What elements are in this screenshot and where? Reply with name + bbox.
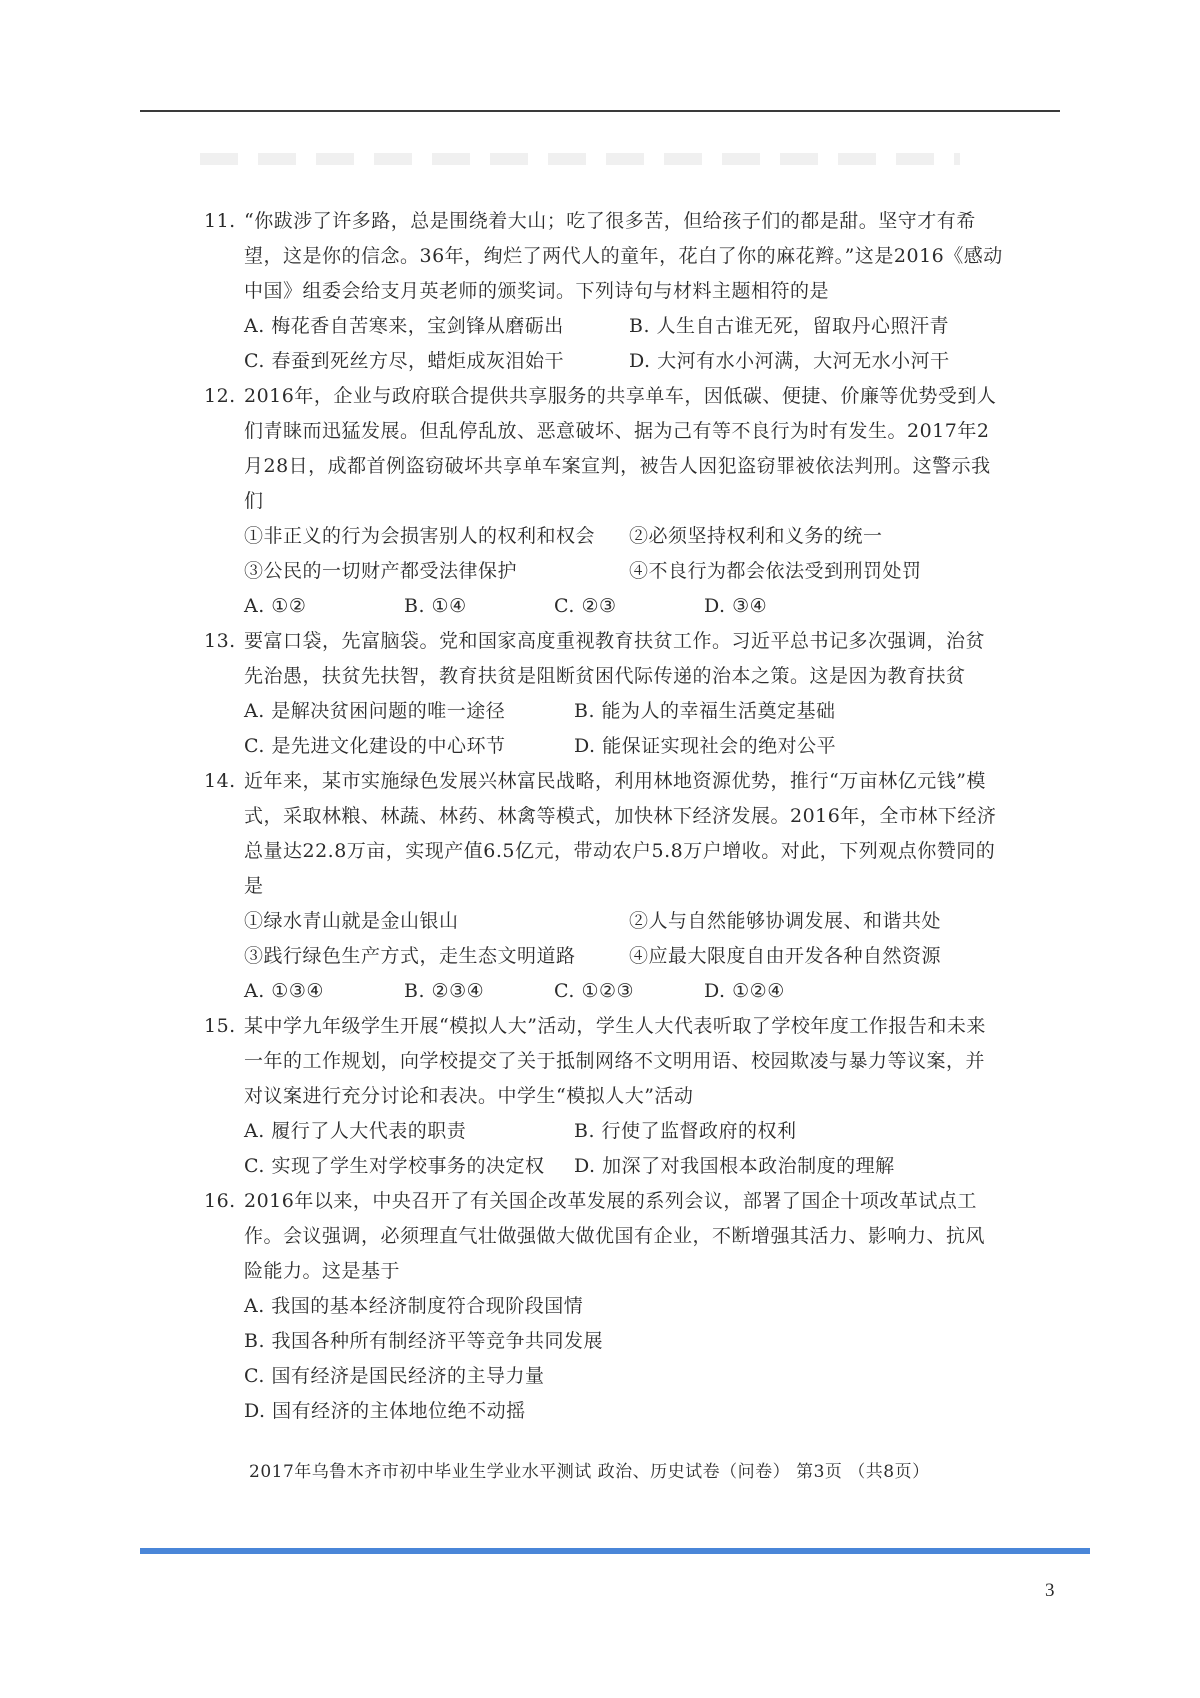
options-row: [244, 974, 1004, 1009]
question-stem: 2016年以来，中央召开了有关国企改革发展的系列会议，部署了国企十项改革试点工作。会议强调，必须理直气壮做强做大做优国有企业，不断增强其活力、影响力、抗风险能力。这是基于: [244, 1190, 986, 1282]
statement-1: ①绿水青山就是金山银山: [244, 910, 459, 932]
statement-1: ①非正义的行为会损害别人的权利和权会: [244, 525, 596, 547]
option-a: A. ①②: [244, 595, 307, 617]
statement-2: ②必须坚持权利和义务的统一: [629, 525, 883, 547]
option-c: C. ②③: [554, 595, 617, 617]
question-number: 13.: [204, 630, 236, 652]
question-11: [204, 204, 1004, 379]
question-stem: “你跋涉了许多路，总是围绕着大山；吃了很多苦，但给孩子们的都是甜。坚守才有希望，这是你的信念。36年，绚烂了两代人的童年，花白了你的麻花辫。”这是2016《感动中国》组委会给支月英老师的颁奖词。下列诗句与材料主题相符的是: [244, 210, 1003, 302]
option-b: B. 人生自古谁无死，留取丹心照汗青: [629, 315, 950, 337]
exam-footer: 2017年乌鲁木齐市初中毕业生学业水平测试 政治、历史试卷（问卷） 第3页 （共8页）: [249, 1462, 930, 1482]
option-c: C. 实现了学生对学校事务的决定权: [244, 1155, 545, 1177]
option-d: D. 能保证实现社会的绝对公平: [574, 735, 837, 757]
options-row: [244, 694, 1004, 729]
option-a: A. 梅花香自苦寒来，宝剑锋从磨砺出: [244, 315, 564, 337]
option-b: B. 行使了监督政府的权利: [574, 1120, 797, 1142]
statement-4: ④应最大限度自由开发各种自然资源: [629, 945, 942, 967]
question-13: [204, 624, 1004, 764]
faded-header-text: [200, 153, 960, 165]
statement-4: ④不良行为都会依法受到刑罚处罚: [629, 560, 922, 582]
options-row: [244, 309, 1004, 344]
option-d: D. 加深了对我国根本政治制度的理解: [574, 1155, 895, 1177]
options-row: [244, 1149, 1004, 1184]
question-15: [204, 1009, 1004, 1184]
question-stem: 要富口袋，先富脑袋。党和国家高度重视教育扶贫工作。习近平总书记多次强调，治贫先治愚，扶贫先扶智，教育扶贫是阻断贫困代际传递的治本之策。这是因为教育扶贫: [244, 630, 986, 687]
question-14: [204, 764, 1004, 1009]
option-c: C. 春蚕到死丝方尽，蜡炬成灰泪始干: [244, 350, 564, 372]
option-a: A. 我国的基本经济制度符合现阶段国情: [244, 1295, 584, 1317]
question-16: [204, 1184, 1004, 1429]
question-number: 15.: [204, 1015, 236, 1037]
question-number: 12.: [204, 385, 236, 407]
option-d: D. ①②④: [704, 980, 785, 1002]
question-stem: 2016年，企业与政府联合提供共享服务的共享单车，因低碳、便捷、价廉等优势受到人们青睐而迅猛发展。但乱停乱放、恶意破坏、据为己有等不良行为时有发生。2017年2月28日，成都首例盗窃破坏共享单车案宣判，被告人因犯盗窃罪被依法判刑。这警示我们: [244, 385, 997, 512]
options-row: [244, 344, 1004, 379]
question-stem: 近年来，某市实施绿色发展兴林富民战略，利用林地资源优势，推行“万亩林亿元钱”模式，采取林粮、林蔬、林药、林禽等模式，加快林下经济发展。2016年，全市林下经济总量达22.8万亩，实现产值6.5亿元，带动农户5.8万户增收。对此，下列观点你赞同的是: [244, 770, 997, 897]
options-row: [244, 729, 1004, 764]
option-c: C. 是先进文化建设的中心环节: [244, 735, 506, 757]
page-number: 3: [1045, 1580, 1055, 1601]
options-row: [244, 1114, 1004, 1149]
question-12: [204, 379, 1004, 624]
statements-row: [244, 554, 1004, 589]
statement-3: ③践行绿色生产方式，走生态文明道路: [244, 945, 576, 967]
option-a: A. ①③④: [244, 980, 324, 1002]
option-c: C. ①②③: [554, 980, 635, 1002]
question-number: 11.: [204, 210, 236, 232]
option-b: B. 我国各种所有制经济平等竞争共同发展: [244, 1330, 604, 1352]
statement-3: ③公民的一切财产都受法律保护: [244, 560, 518, 582]
header-rule: [140, 110, 1060, 112]
statements-row: [244, 904, 1004, 939]
option-d: D. ③④: [704, 595, 768, 617]
option-c: C. 国有经济是国民经济的主导力量: [244, 1365, 545, 1387]
option-b: B. ②③④: [404, 980, 485, 1002]
option-d: D. 国有经济的主体地位绝不动摇: [244, 1400, 526, 1422]
question-number: 16.: [204, 1190, 236, 1212]
option-d: D. 大河有水小河满，大河无水小河干: [629, 350, 950, 372]
exam-content: [204, 204, 1004, 1429]
option-b: B. ①④: [404, 595, 467, 617]
option-a: A. 履行了人大代表的职责: [244, 1120, 467, 1142]
statements-row: [244, 939, 1004, 974]
question-stem: 某中学九年级学生开展“模拟人大”活动，学生人大代表听取了学校年度工作报告和未来一年的工作规划，向学校提交了关于抵制网络不文明用语、校园欺凌与暴力等议案，并对议案进行充分讨论和表决。中学生“模拟人大”活动: [244, 1015, 986, 1107]
option-a: A. 是解决贫困问题的唯一途径: [244, 700, 506, 722]
question-number: 14.: [204, 770, 236, 792]
statement-2: ②人与自然能够协调发展、和谐共处: [629, 910, 942, 932]
footer-rule: [140, 1548, 1090, 1554]
statements-row: [244, 519, 1004, 554]
options-row: [244, 589, 1004, 624]
option-b: B. 能为人的幸福生活奠定基础: [574, 700, 836, 722]
